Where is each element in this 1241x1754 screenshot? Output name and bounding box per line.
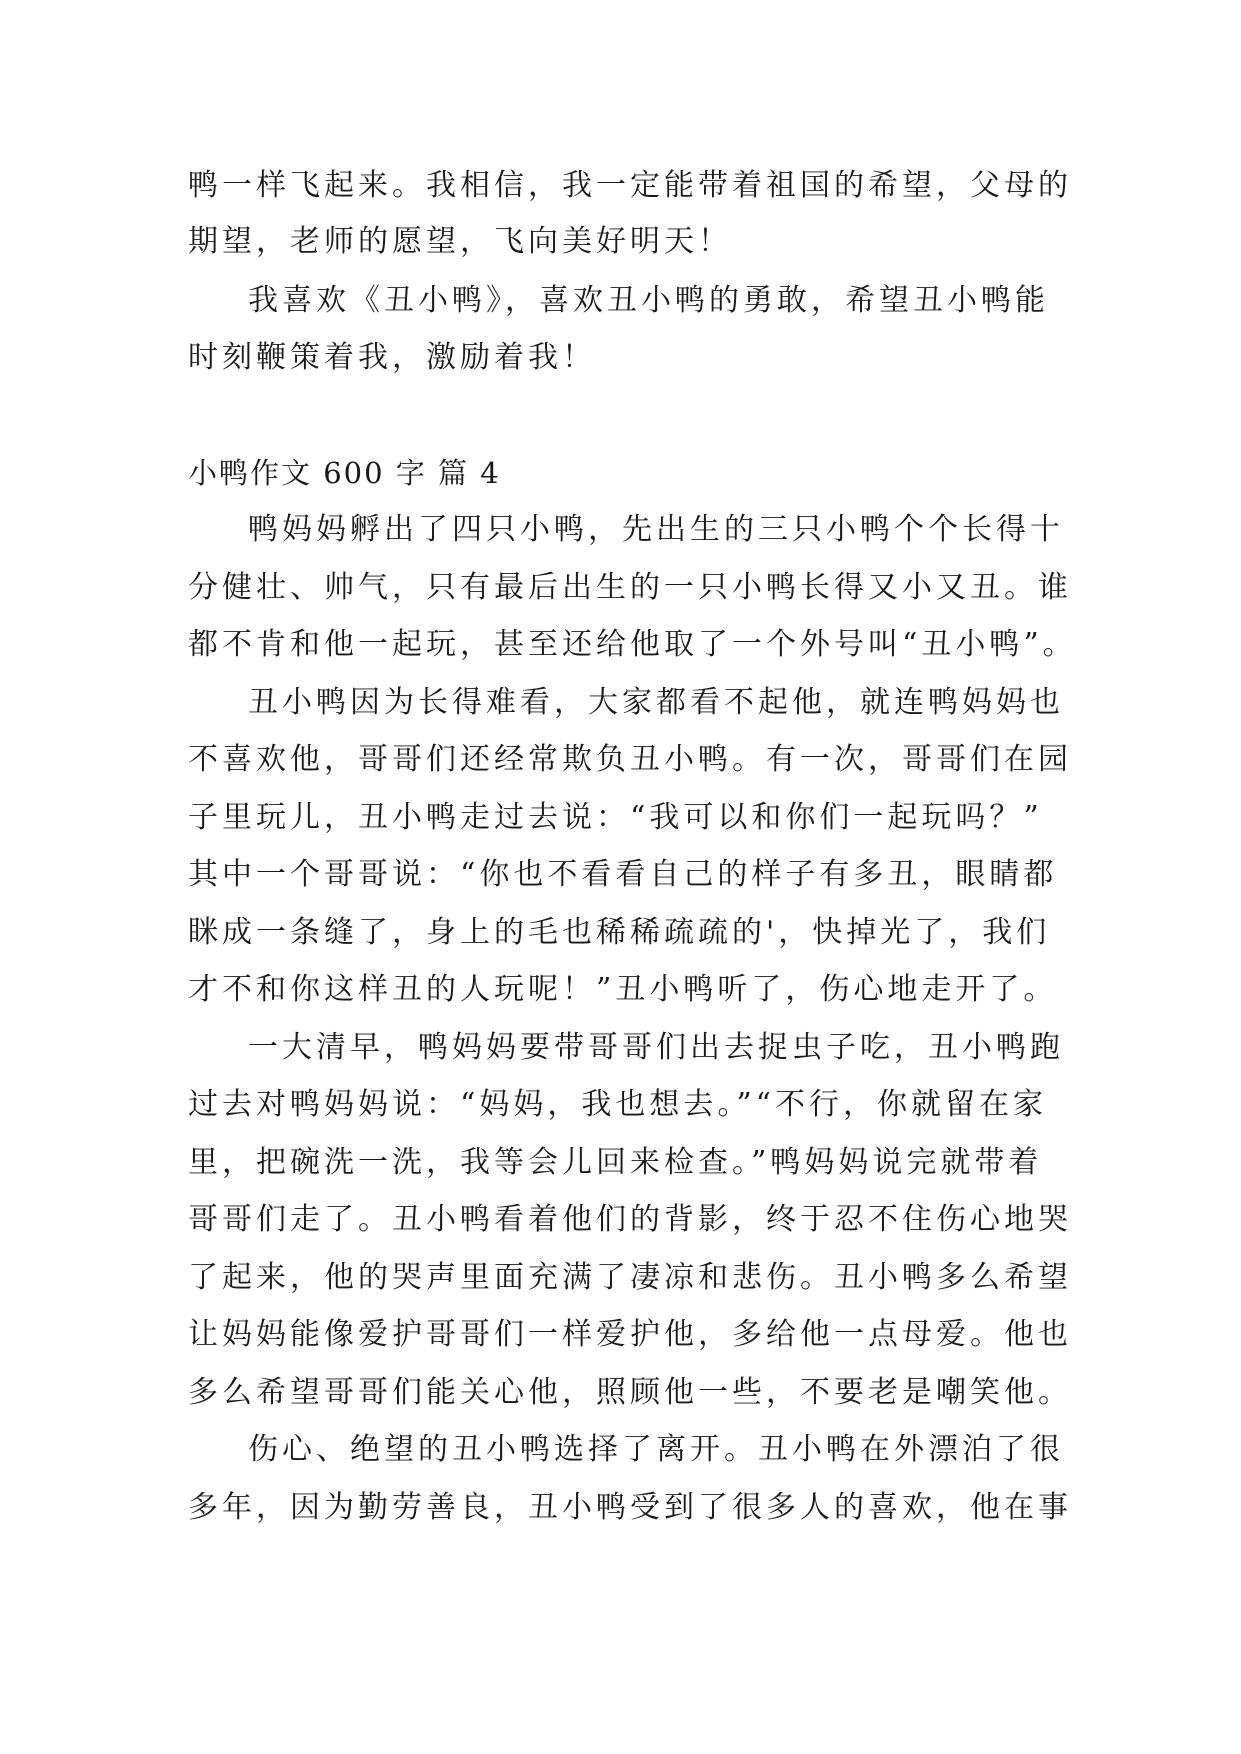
paragraph-line: 伤心、绝望的丑小鸭选择了离开。丑小鸭在外漂泊了很	[248, 1432, 1064, 1467]
paragraph-line: 眯成一条缝了，身上的毛也稀稀疏疏的'，快掉光了，我们	[188, 915, 1051, 950]
paragraph-line: 鸭妈妈孵出了四只小鸭，先出生的三只小鸭个个长得十	[248, 512, 1064, 547]
paragraph-line: 鸭一样飞起来。我相信，我一定能带着祖国的希望，父母的	[188, 168, 1072, 203]
paragraph-line: 才不和你这样丑的人玩呢！”丑小鸭听了，伤心地走开了。	[188, 972, 1058, 1007]
paragraph-line: 子里玩儿，丑小鸭走过去说：“我可以和你们一起玩吗？”	[188, 800, 1043, 835]
paragraph-line: 一大清早，鸭妈妈要带哥哥们出去捉虫子吃，丑小鸭跑	[248, 1030, 1064, 1065]
paragraph-line: 了起来，他的哭声里面充满了凄凉和悲伤。丑小鸭多么希望	[188, 1260, 1072, 1295]
paragraph-line: 期望，老师的愿望，飞向美好明天！	[188, 224, 732, 259]
paragraph-line: 我喜欢《丑小鸭》，喜欢丑小鸭的勇敢，希望丑小鸭能	[248, 283, 1049, 318]
paragraph-line: 哥哥们走了。丑小鸭看着他们的背影，终于忍不住伤心地哭	[188, 1202, 1072, 1237]
paragraph-line: 丑小鸭因为长得难看，大家都看不起他，就连鸭妈妈也	[248, 685, 1064, 720]
paragraph-line: 让妈妈能像爱护哥哥们一样爱护他，多给他一点母爱。他也	[188, 1317, 1072, 1352]
paragraph-line: 不喜欢他，哥哥们还经常欺负丑小鸭。有一次，哥哥们在园	[188, 742, 1072, 777]
paragraph-line: 过去对鸭妈妈说：“妈妈，我也想去。”“不行，你就留在家	[188, 1087, 1048, 1122]
paragraph-line: 多年，因为勤劳善良，丑小鸭受到了很多人的喜欢，他在事	[188, 1490, 1072, 1525]
paragraph-line: 都不肯和他一起玩，甚至还给他取了一个外号叫“丑小鸭”。	[188, 627, 1077, 662]
section-heading: 小鸭作文 600 字 篇 4	[188, 456, 501, 490]
paragraph-line: 其中一个哥哥说：“你也不看看自己的样子有多丑，眼睛都	[188, 857, 1058, 892]
paragraph-line: 多么希望哥哥们能关心他，照顾他一些，不要老是嘲笑他。	[188, 1375, 1072, 1410]
paragraph-line: 里，把碗洗一洗，我等会儿回来检查。”鸭妈妈说完就带着	[188, 1145, 1043, 1180]
paragraph-line: 分健壮、帅气，只有最后出生的一只小鸭长得又小又丑。谁	[188, 570, 1072, 605]
paragraph-line: 时刻鞭策着我，激励着我！	[188, 340, 596, 375]
